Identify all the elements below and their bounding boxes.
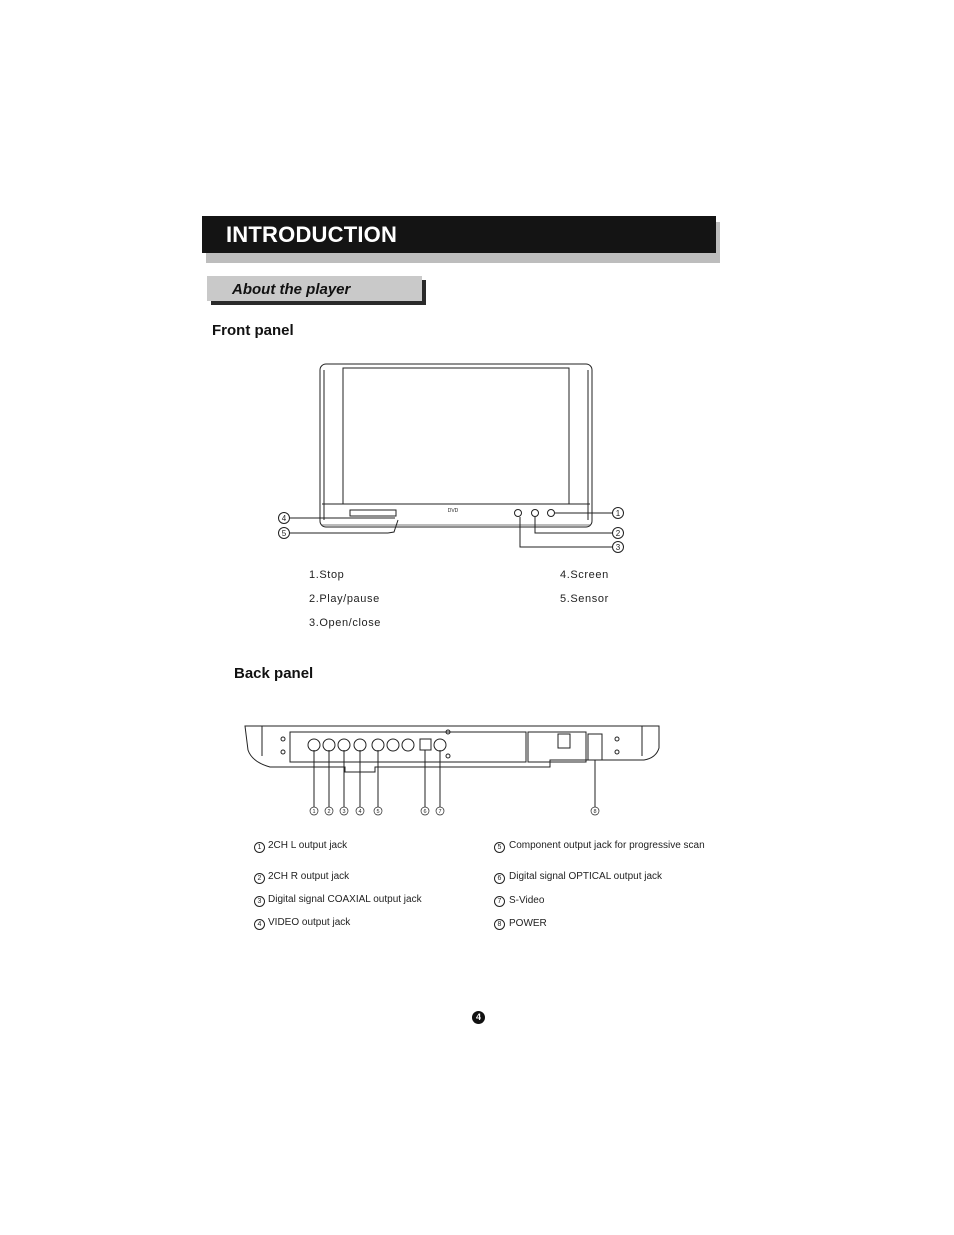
legend-num: 8 (494, 919, 505, 930)
sensor-window (350, 510, 396, 516)
back-callout-3-num: 3 (342, 809, 346, 815)
front-legend-item: 4.Screen (560, 569, 609, 581)
jack-component-pb (387, 739, 399, 751)
back-panel-illustration (240, 722, 665, 820)
back-legend-item: Digital signal COAXIAL output jack (268, 894, 422, 905)
jack-component-y (372, 739, 384, 751)
callout-4-num: 4 (281, 514, 287, 523)
back-legend-item: Component output jack for progressive scan (509, 840, 705, 851)
back-callout-4-num: 4 (358, 809, 362, 815)
power-switch (588, 734, 602, 760)
callout-5-num: 5 (281, 529, 287, 538)
jack-s-video (434, 739, 446, 751)
legend-num: 5 (494, 842, 505, 853)
back-callout-1-num: 1 (312, 809, 316, 815)
player-body (320, 364, 592, 527)
legend-num: 3 (254, 896, 265, 907)
back-callout-5-num: 5 (376, 809, 380, 815)
jack-component-pr (402, 739, 414, 751)
back-legend-item: S-Video (509, 895, 545, 906)
legend-num: 1 (254, 842, 265, 853)
front-panel-illustration (270, 360, 630, 555)
back-legend-item: Digital signal OPTICAL output jack (509, 871, 663, 882)
stop-button (548, 510, 555, 517)
section-title: About the player (232, 281, 351, 298)
legend-num: 2 (254, 873, 265, 884)
back-legend-item: POWER (509, 918, 547, 929)
callout-2-num: 2 (615, 529, 621, 538)
front-legend-item: 2.Play/pause (309, 593, 380, 605)
jack-coaxial (338, 739, 350, 751)
back-legend-item: 2CH L output jack (268, 840, 348, 851)
back-callout-8-num: 8 (593, 809, 597, 815)
back-callout-7-num: 7 (438, 809, 442, 815)
callout-1-num: 1 (615, 509, 621, 518)
jack-2ch-l (308, 739, 320, 751)
page-title: INTRODUCTION (226, 222, 398, 247)
back-legend-item: VIDEO output jack (268, 917, 351, 928)
play-pause-button (532, 510, 539, 517)
front-legend-item: 1.Stop (309, 569, 345, 581)
page-number: 4 (472, 1011, 485, 1024)
jack-video (354, 739, 366, 751)
legend-num: 4 (254, 919, 265, 930)
jack-optical (420, 739, 431, 750)
back-panel-title: Back panel (234, 665, 314, 682)
legend-num: 7 (494, 896, 505, 907)
dvd-logo: DVD (447, 508, 459, 514)
back-callout-6-num: 6 (423, 809, 427, 815)
back-callout-2-num: 2 (327, 809, 331, 815)
front-legend-item: 5.Sensor (560, 593, 609, 605)
screen (343, 368, 569, 504)
legend-num: 6 (494, 873, 505, 884)
open-close-button (515, 510, 522, 517)
callout-3-num: 3 (615, 543, 621, 552)
front-legend-item: 3.Open/close (309, 617, 382, 629)
jack-2ch-r (323, 739, 335, 751)
front-panel-title: Front panel (212, 322, 294, 339)
back-legend-item: 2CH R output jack (268, 871, 350, 882)
back-body (245, 726, 659, 772)
